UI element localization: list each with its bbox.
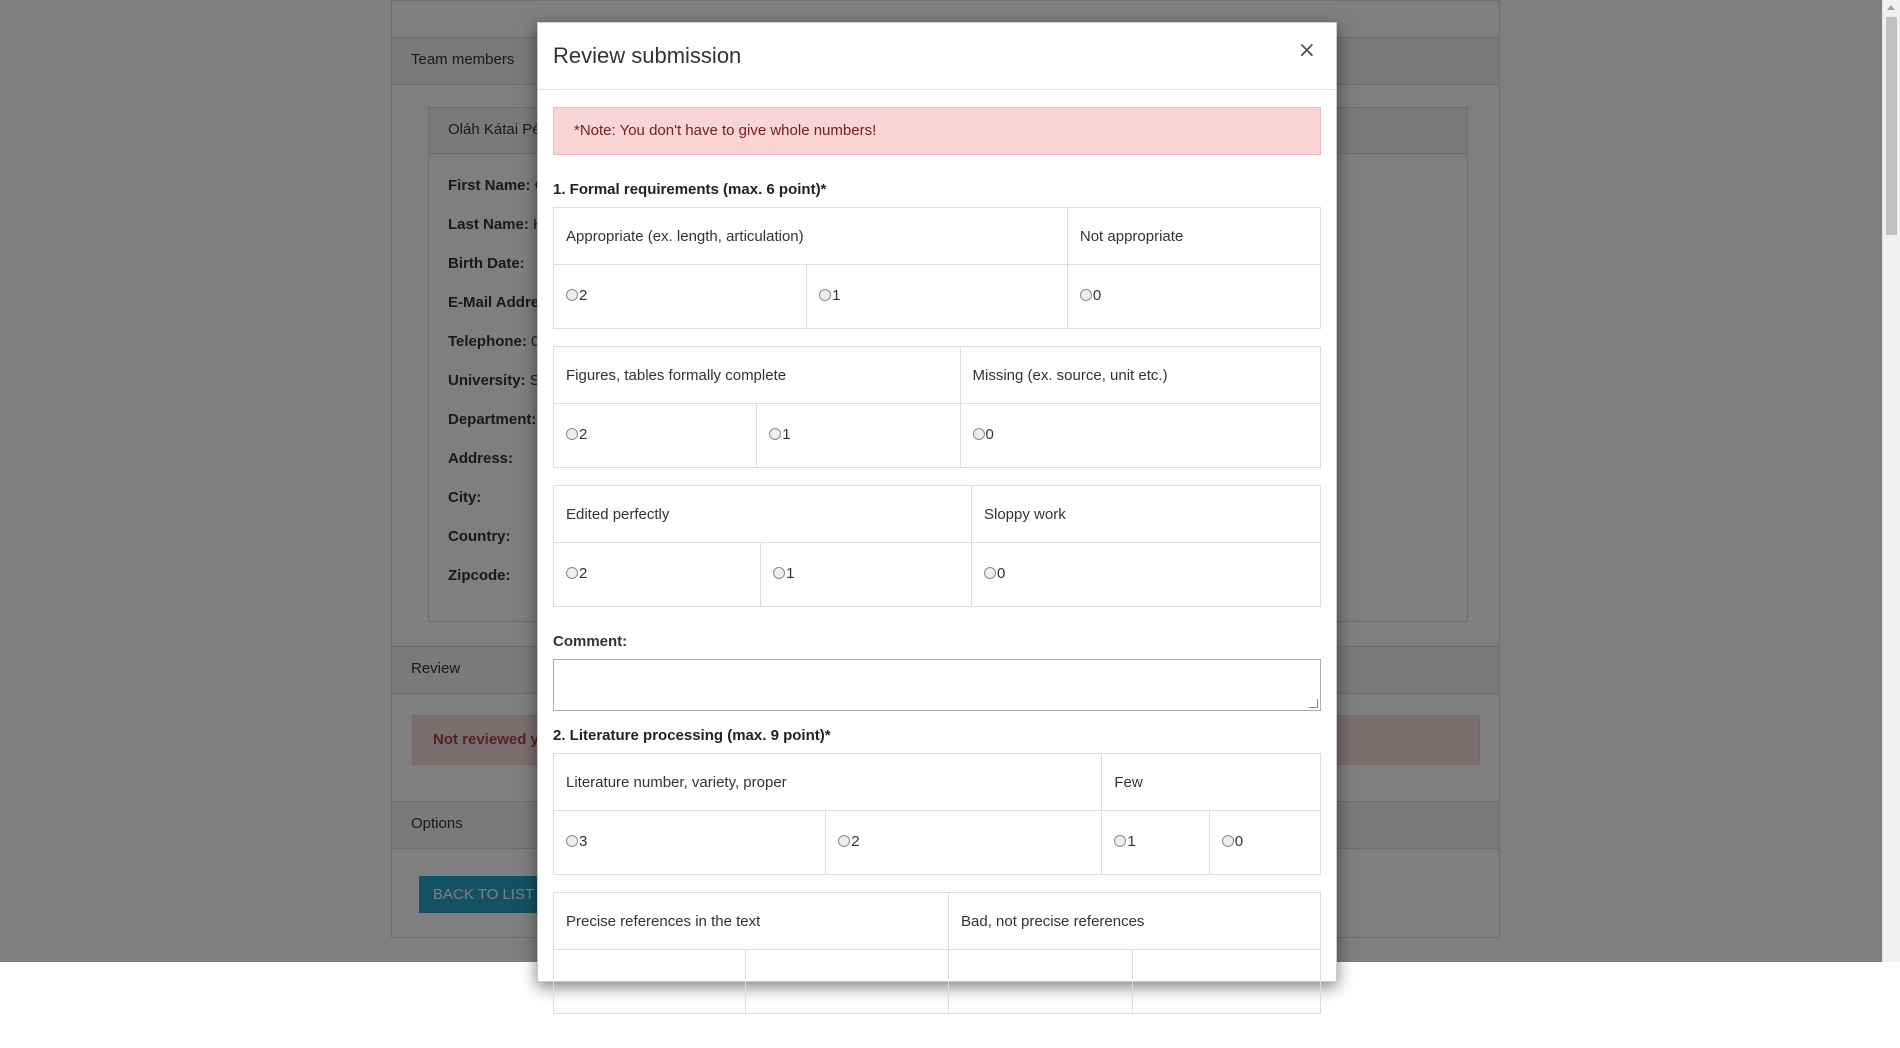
radio-icon[interactable] bbox=[1222, 835, 1234, 847]
radio-option[interactable]: 0 bbox=[972, 543, 1321, 607]
page-scrollbar[interactable] bbox=[1882, 0, 1900, 962]
radio-option[interactable]: 0 bbox=[1067, 265, 1320, 329]
section1-title: 1. Formal requirements (max. 6 point)* bbox=[553, 181, 827, 198]
criterion-table bbox=[553, 485, 1321, 607]
radio-option[interactable]: 2 bbox=[554, 543, 761, 607]
radio-option[interactable]: 2 bbox=[826, 811, 1102, 875]
modal-header bbox=[538, 23, 1336, 90]
comment-textarea[interactable] bbox=[553, 659, 1321, 711]
scrollbar-thumb[interactable] bbox=[1886, 17, 1897, 235]
comment-label: Comment: bbox=[553, 633, 628, 650]
radio-option[interactable]: 0 bbox=[1209, 811, 1320, 875]
radio-icon[interactable] bbox=[566, 567, 578, 579]
radio-icon[interactable] bbox=[566, 835, 578, 847]
radio-option[interactable]: 1 bbox=[757, 404, 960, 468]
radio-option[interactable]: 1 bbox=[1102, 811, 1209, 875]
radio-option[interactable]: 0 bbox=[960, 404, 1321, 468]
radio-option[interactable]: 3 bbox=[554, 811, 826, 875]
radio-option[interactable] bbox=[949, 950, 1133, 1014]
criterion-table bbox=[553, 346, 1321, 468]
radio-icon[interactable] bbox=[773, 567, 785, 579]
criterion-bad-label: Bad, not precise references bbox=[949, 893, 1321, 950]
radio-option[interactable] bbox=[554, 950, 746, 1014]
note-alert: *Note: You don't have to give whole numbers! bbox=[553, 107, 1321, 155]
scroll-up-icon[interactable] bbox=[1887, 5, 1895, 10]
review-modal bbox=[537, 22, 1337, 982]
section2-title: 2. Literature processing (max. 9 point)* bbox=[553, 727, 831, 744]
radio-icon[interactable] bbox=[984, 567, 996, 579]
radio-icon[interactable] bbox=[838, 835, 850, 847]
criterion-good-label: Precise references in the text bbox=[554, 893, 949, 950]
radio-icon[interactable] bbox=[1080, 289, 1092, 301]
close-icon[interactable]: × bbox=[1292, 37, 1322, 64]
criterion-table bbox=[553, 892, 1321, 1014]
radio-icon[interactable] bbox=[973, 428, 985, 440]
criterion-bad-label: Missing (ex. source, unit etc.) bbox=[960, 347, 1321, 404]
modal-title: Review submission bbox=[553, 43, 742, 68]
radio-option[interactable] bbox=[745, 950, 948, 1014]
criterion-bad-label: Not appropriate bbox=[1067, 208, 1320, 265]
radio-icon[interactable] bbox=[819, 289, 831, 301]
radio-option[interactable] bbox=[1133, 950, 1321, 1014]
radio-option[interactable]: 1 bbox=[761, 543, 972, 607]
radio-option[interactable]: 2 bbox=[554, 265, 807, 329]
radio-icon[interactable] bbox=[566, 428, 578, 440]
criterion-table bbox=[553, 753, 1321, 875]
radio-icon[interactable] bbox=[769, 428, 781, 440]
resize-handle-icon[interactable] bbox=[1309, 699, 1318, 708]
radio-icon[interactable] bbox=[1114, 835, 1126, 847]
radio-icon[interactable] bbox=[566, 289, 578, 301]
criterion-good-label: Edited perfectly bbox=[554, 486, 972, 543]
criterion-bad-label: Sloppy work bbox=[972, 486, 1321, 543]
criterion-good-label: Appropriate (ex. length, articulation) bbox=[554, 208, 1068, 265]
radio-option[interactable]: 1 bbox=[807, 265, 1068, 329]
criterion-table bbox=[553, 207, 1321, 329]
criterion-bad-label: Few bbox=[1102, 754, 1321, 811]
criterion-good-label: Figures, tables formally complete bbox=[554, 347, 961, 404]
modal-body bbox=[538, 90, 1336, 1048]
radio-option[interactable]: 2 bbox=[554, 404, 757, 468]
criterion-good-label: Literature number, variety, proper bbox=[554, 754, 1102, 811]
